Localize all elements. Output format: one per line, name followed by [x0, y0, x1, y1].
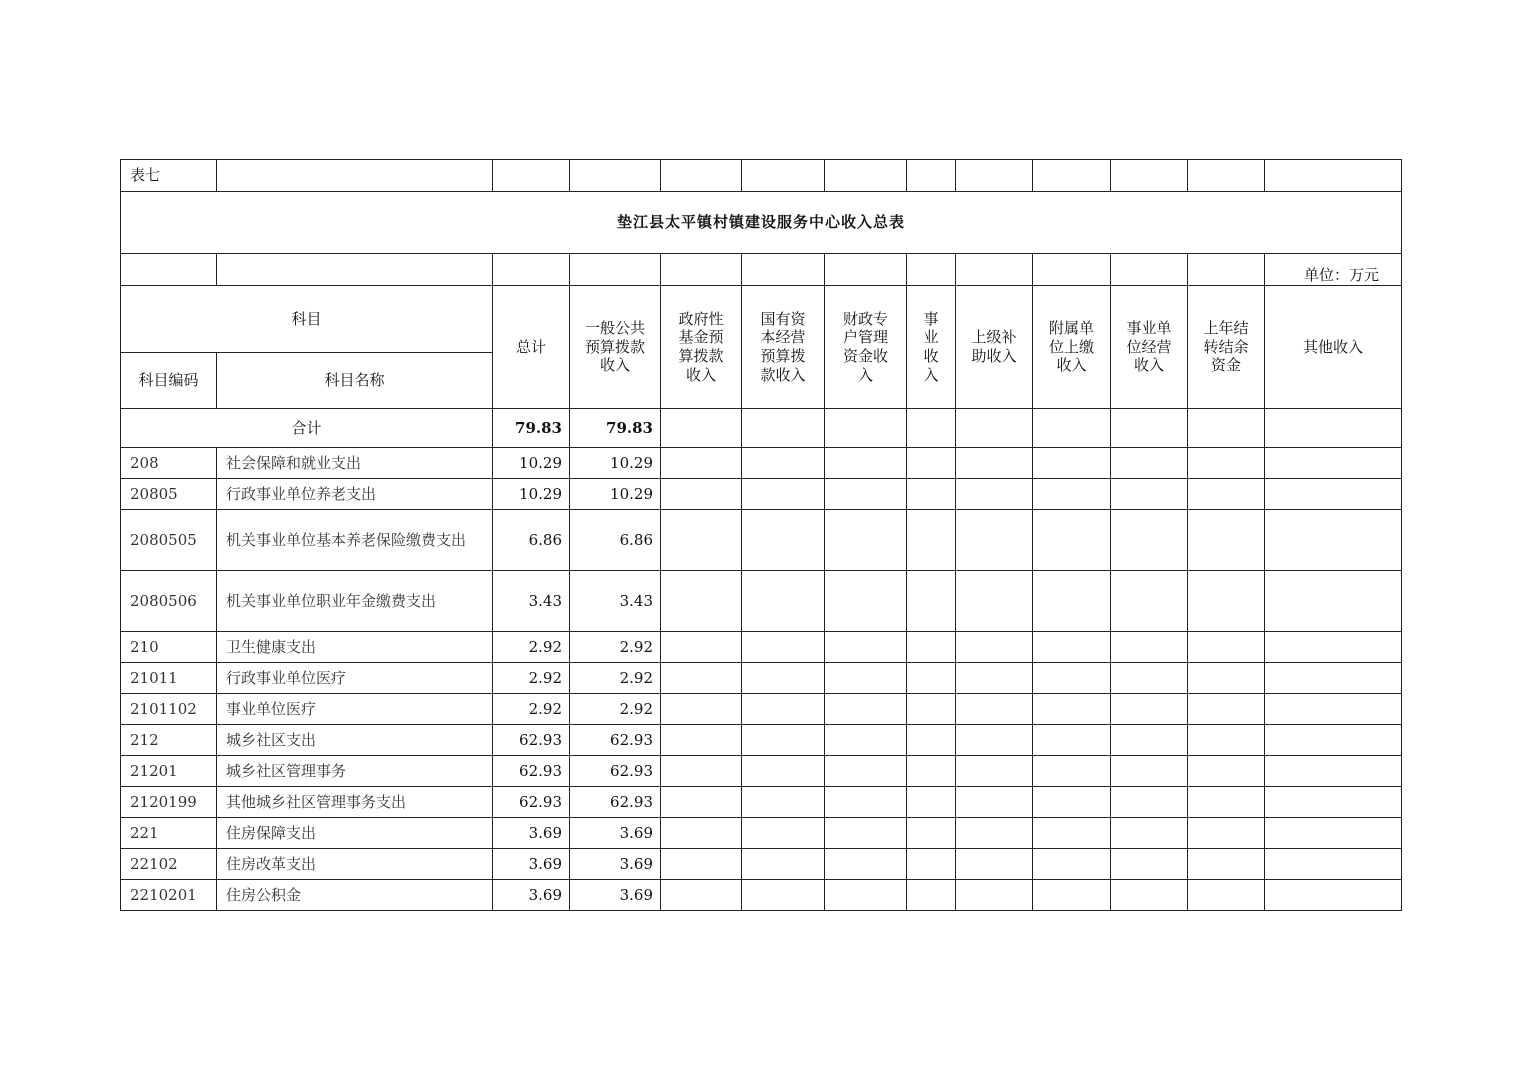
data-rows [121, 448, 1402, 911]
table-row [121, 725, 1402, 756]
header-special-account-text: 财政专户管理资金收入 [842, 309, 888, 384]
total-label: 合计 [121, 409, 493, 448]
header-state-capital [742, 286, 825, 409]
empty-cell [1033, 787, 1111, 818]
header-general-text: 一般公共预算拨款收入 [584, 318, 645, 375]
empty-cell [956, 571, 1033, 632]
empty-cell [825, 756, 907, 787]
empty-cell [907, 510, 956, 571]
row-general: 62.93 [570, 787, 661, 818]
empty-cell [1265, 510, 1402, 571]
empty-cell [1033, 694, 1111, 725]
row-general: 2.92 [570, 632, 661, 663]
header-subsidy-text: 上级补助收入 [971, 328, 1017, 365]
row-total: 62.93 [493, 725, 570, 756]
empty-cell [1265, 632, 1402, 663]
empty-cell [825, 849, 907, 880]
header-code: 科目编码 [121, 353, 217, 409]
subject-name: 其他城乡社区管理事务支出 [217, 787, 493, 818]
empty-cell [1265, 571, 1402, 632]
empty-cell [1188, 479, 1265, 510]
empty-cell [661, 849, 742, 880]
empty-cell [1033, 571, 1111, 632]
unit-row [121, 254, 1402, 286]
empty-cell [1033, 849, 1111, 880]
empty-cell [907, 787, 956, 818]
subject-code: 20805 [121, 479, 217, 510]
empty-cell [1111, 479, 1188, 510]
unit-label: 单位：万元 [1265, 254, 1402, 286]
empty-cell [1188, 632, 1265, 663]
row-general: 62.93 [570, 756, 661, 787]
empty-cell [825, 818, 907, 849]
empty-cell [907, 818, 956, 849]
empty-cell [1265, 787, 1402, 818]
empty-cell [1033, 880, 1111, 911]
header-carryover [1188, 286, 1265, 409]
table-row [121, 787, 1402, 818]
empty-cell [1188, 787, 1265, 818]
page-title: 垫江县太平镇村镇建设服务中心收入总表 [121, 192, 1402, 254]
income-summary-table [120, 159, 1402, 911]
row-general: 10.29 [570, 448, 661, 479]
subject-name: 城乡社区管理事务 [217, 756, 493, 787]
subject-name: 机关事业单位职业年金缴费支出 [217, 571, 493, 632]
empty-cell [1033, 479, 1111, 510]
row-general: 3.69 [570, 880, 661, 911]
empty-cell [825, 787, 907, 818]
subject-name: 城乡社区支出 [217, 725, 493, 756]
empty-cell [661, 663, 742, 694]
empty-cell [956, 880, 1033, 911]
header-other: 其他收入 [1265, 286, 1402, 409]
empty-cell [956, 694, 1033, 725]
header-name: 科目名称 [217, 353, 493, 409]
empty-cell [1265, 756, 1402, 787]
row-total: 2.92 [493, 632, 570, 663]
row-total: 3.43 [493, 571, 570, 632]
empty-cell [956, 818, 1033, 849]
empty-cell [1111, 571, 1188, 632]
empty-cell [742, 510, 825, 571]
table-row [121, 510, 1402, 571]
empty-cell [825, 880, 907, 911]
table-row [121, 849, 1402, 880]
empty-cell [1265, 818, 1402, 849]
empty-cell [742, 663, 825, 694]
empty-cell [661, 787, 742, 818]
subject-name: 行政事业单位养老支出 [217, 479, 493, 510]
empty-cell [742, 849, 825, 880]
subject-code: 212 [121, 725, 217, 756]
subject-name: 住房改革支出 [217, 849, 493, 880]
row-general: 2.92 [570, 694, 661, 725]
table-label: 表七 [121, 160, 217, 192]
header-subject: 科目 [121, 286, 493, 353]
empty-cell [1265, 448, 1402, 479]
empty-cell [956, 756, 1033, 787]
table-row [121, 448, 1402, 479]
header-carryover-text: 上年结转结余资金 [1203, 318, 1249, 375]
empty-cell [661, 756, 742, 787]
empty-cell [1188, 694, 1265, 725]
header-gov-fund-text: 政府性基金预算拨款收入 [678, 309, 724, 384]
label-row [121, 160, 1402, 192]
empty-cell [1111, 756, 1188, 787]
empty-cell [661, 448, 742, 479]
empty-cell [825, 571, 907, 632]
header-row-1 [121, 286, 1402, 353]
total-general: 79.83 [570, 409, 661, 448]
empty-cell [661, 818, 742, 849]
total-sum: 79.83 [493, 409, 570, 448]
row-total: 2.92 [493, 663, 570, 694]
empty-cell [956, 849, 1033, 880]
empty-cell [1111, 694, 1188, 725]
empty-cell [1111, 818, 1188, 849]
subject-name: 事业单位医疗 [217, 694, 493, 725]
empty-cell [1033, 725, 1111, 756]
table-row [121, 663, 1402, 694]
empty-cell [742, 818, 825, 849]
header-business-text: 事业收入 [923, 309, 939, 384]
empty-cell [1188, 756, 1265, 787]
subject-code: 21011 [121, 663, 217, 694]
empty-cell [825, 448, 907, 479]
empty-cell [956, 632, 1033, 663]
empty-cell [661, 694, 742, 725]
title-row [121, 192, 1402, 254]
subject-code: 210 [121, 632, 217, 663]
empty-cell [661, 510, 742, 571]
header-subsidy [956, 286, 1033, 409]
header-special-account [825, 286, 907, 409]
subject-code: 2080505 [121, 510, 217, 571]
empty-cell [1188, 725, 1265, 756]
subject-name: 住房公积金 [217, 880, 493, 911]
empty-cell [742, 694, 825, 725]
empty-cell [1188, 849, 1265, 880]
row-general: 2.92 [570, 663, 661, 694]
empty-cell [661, 725, 742, 756]
empty-cell [1111, 663, 1188, 694]
empty-cell [907, 663, 956, 694]
subject-code: 2080506 [121, 571, 217, 632]
empty-cell [1033, 663, 1111, 694]
empty-cell [1033, 448, 1111, 479]
row-total: 10.29 [493, 448, 570, 479]
empty-cell [1188, 571, 1265, 632]
empty-cell [661, 571, 742, 632]
empty-cell [956, 663, 1033, 694]
empty-cell [1265, 479, 1402, 510]
empty-cell [742, 479, 825, 510]
empty-cell [956, 510, 1033, 571]
header-operating-text: 事业单位经营收入 [1126, 318, 1172, 375]
empty-cell [907, 448, 956, 479]
empty-cell [1111, 725, 1188, 756]
row-total: 3.69 [493, 849, 570, 880]
empty-cell [1033, 756, 1111, 787]
empty-cell [742, 632, 825, 663]
empty-cell [1188, 663, 1265, 694]
empty-cell [1188, 448, 1265, 479]
header-business [907, 286, 956, 409]
row-total: 62.93 [493, 787, 570, 818]
empty-cell [1111, 510, 1188, 571]
empty-cell [742, 787, 825, 818]
table-row [121, 571, 1402, 632]
empty-cell [1111, 448, 1188, 479]
empty-cell [956, 725, 1033, 756]
row-general: 3.43 [570, 571, 661, 632]
table-row [121, 756, 1402, 787]
empty-cell [825, 510, 907, 571]
header-general [570, 286, 661, 409]
row-total: 3.69 [493, 818, 570, 849]
table-row [121, 632, 1402, 663]
empty-cell [1111, 880, 1188, 911]
row-general: 10.29 [570, 479, 661, 510]
empty-cell [825, 663, 907, 694]
row-total: 2.92 [493, 694, 570, 725]
subject-code: 22102 [121, 849, 217, 880]
empty-cell [907, 694, 956, 725]
header-operating [1111, 286, 1188, 409]
subject-code: 2210201 [121, 880, 217, 911]
header-state-capital-text: 国有资本经营预算拨款收入 [760, 309, 806, 384]
empty-cell [1265, 880, 1402, 911]
empty-cell [825, 725, 907, 756]
row-total: 6.86 [493, 510, 570, 571]
empty-cell [1188, 510, 1265, 571]
total-row [121, 409, 1402, 448]
empty-cell [661, 880, 742, 911]
empty-cell [1111, 849, 1188, 880]
row-general: 62.93 [570, 725, 661, 756]
empty-cell [1265, 694, 1402, 725]
row-total: 3.69 [493, 880, 570, 911]
empty-cell [825, 632, 907, 663]
subject-name: 住房保障支出 [217, 818, 493, 849]
row-total: 10.29 [493, 479, 570, 510]
subject-name: 行政事业单位医疗 [217, 663, 493, 694]
empty-cell [1265, 663, 1402, 694]
empty-cell [956, 479, 1033, 510]
table-row [121, 479, 1402, 510]
empty-cell [907, 880, 956, 911]
empty-cell [1188, 880, 1265, 911]
empty-cell [1111, 632, 1188, 663]
empty-cell [907, 756, 956, 787]
empty-cell [825, 479, 907, 510]
empty-cell [1188, 818, 1265, 849]
subject-name: 社会保障和就业支出 [217, 448, 493, 479]
row-total: 62.93 [493, 756, 570, 787]
empty-cell [907, 632, 956, 663]
row-general: 3.69 [570, 818, 661, 849]
empty-cell [1033, 632, 1111, 663]
subject-code: 208 [121, 448, 217, 479]
header-affiliated-text: 附属单位上缴收入 [1048, 318, 1094, 375]
empty-cell [907, 725, 956, 756]
table-row [121, 694, 1402, 725]
empty-cell [1033, 510, 1111, 571]
row-general: 6.86 [570, 510, 661, 571]
empty-cell [956, 448, 1033, 479]
subject-code: 21201 [121, 756, 217, 787]
empty-cell [661, 479, 742, 510]
empty-cell [1265, 849, 1402, 880]
empty-cell [742, 756, 825, 787]
empty-cell [742, 448, 825, 479]
subject-name: 机关事业单位基本养老保险缴费支出 [217, 510, 493, 571]
header-gov-fund [661, 286, 742, 409]
subject-name: 卫生健康支出 [217, 632, 493, 663]
empty-cell [956, 787, 1033, 818]
header-total: 总计 [493, 286, 570, 409]
empty-cell [907, 849, 956, 880]
subject-code: 2101102 [121, 694, 217, 725]
empty-cell [907, 571, 956, 632]
empty-cell [742, 571, 825, 632]
subject-code: 221 [121, 818, 217, 849]
table-row [121, 818, 1402, 849]
table-row [121, 880, 1402, 911]
row-general: 3.69 [570, 849, 661, 880]
empty-cell [1265, 725, 1402, 756]
header-affiliated [1033, 286, 1111, 409]
empty-cell [1033, 818, 1111, 849]
empty-cell [1111, 787, 1188, 818]
empty-cell [661, 632, 742, 663]
subject-code: 2120199 [121, 787, 217, 818]
empty-cell [742, 880, 825, 911]
empty-cell [907, 479, 956, 510]
empty-cell [825, 694, 907, 725]
empty-cell [742, 725, 825, 756]
